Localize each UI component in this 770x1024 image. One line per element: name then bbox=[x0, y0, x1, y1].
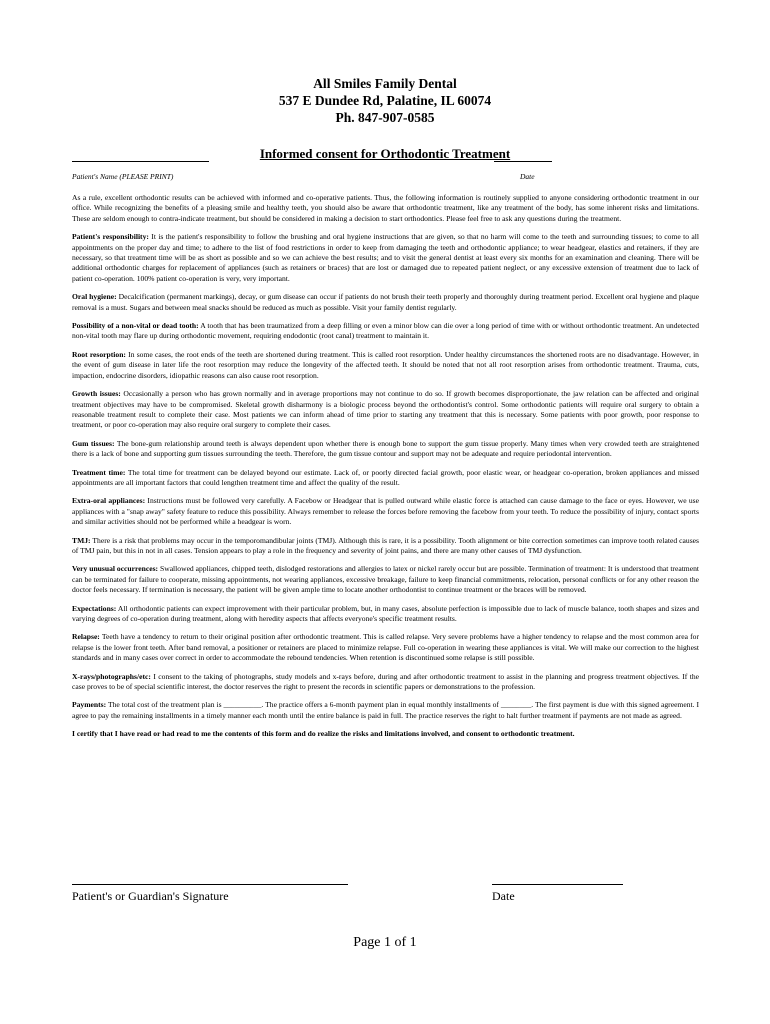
date-label: Date bbox=[520, 172, 535, 181]
section-text: In some cases, the root ends of the teeth are shortened during treatment. This is called root resorption. Under healthy circumstances the shortened roots are no disadvantage. However, in the event of gum disease in later life the root resorption may reduce the longevity of the affected teeth. It should be noted that not all root resorption arises from orthodontic treatment. Trauma, cuts, impaction, endocrine disorders, idiopathic reasons can also cause root resorption. bbox=[72, 349, 699, 380]
section-title: Possibility of a non-vital or dead tooth: bbox=[72, 321, 199, 331]
consent-body bbox=[72, 193, 699, 748]
section-title: Payments: bbox=[72, 700, 107, 710]
section-text: Swallowed appliances, chipped teeth, dislodged restorations and allergies to latex or nickel rarely occur but are possible. Termination of treatment: It is understood that treatment can be terminated for failure to cooperate, missing appointments, not wearing appliances, excessive breakage, failure to keep financial commitments, relocation, personal conflicts or for any other reason the doctor feels necessary. If termination is necessary, the patient will be given ample time to locate another orthodontist to continue treatment or the braces will be removed. bbox=[72, 564, 699, 595]
consent-section bbox=[72, 321, 699, 342]
section-text: Occasionally a person who has grown normally and in average proportions may not continue to do so. If growth becomes disproportionate, the jaw relation can be affected and original treatment objectives may have to be compromised. Skeletal growth disharmony is a biologic process beyond the orthodontist's control. Some orthodontic patients will require oral surgery to obtain a reasonable treatment result to complete their case. Most patients we can inform ahead of time prior to starting any treatment that this is necessary. Some patients with poor growth, poor response to treatment, or poor co-operation may also require oral surgery to complete their cases. bbox=[72, 389, 699, 430]
section-title: Oral hygiene: bbox=[72, 292, 117, 302]
form-title: Informed consent for Orthodontic Treatment bbox=[259, 146, 511, 161]
certify-statement: I certify that I have read or had read to me the contents of this form and do realize the risks and limitations involved, and consent to orthodontic treatment. bbox=[72, 729, 575, 739]
practice-name: All Smiles Family Dental bbox=[313, 76, 457, 91]
patient-name-field[interactable] bbox=[72, 161, 209, 162]
section-title: Very unusual occurrences: bbox=[72, 564, 159, 574]
section-text: There is a risk that problems may occur in the temporomandibular joints (TMJ). Although this is rare, it is a possibility. Tooth alignment or bite correction sometimes can improve tooth related causes of TMJ pain, but this in not in all cases. Tension appears to play a role in the frequency and severity of joint pains, and there are many other causes of TMJ dysfunction. bbox=[72, 535, 699, 555]
practice-phone: Ph. 847-907-0585 bbox=[335, 110, 435, 125]
section-text: All orthodontic patients can expect improvement with their particular problem, but, in many cases, absolute perfection is impossible due to lack of muscle balance, tooth shapes and sizes and varying degrees of co-operation during treatment, along with heredity aspects that affects everyone's specific treatment results. bbox=[72, 603, 699, 623]
signature-label: Patient's or Guardian's Signature bbox=[72, 889, 229, 903]
section-text: I consent to the taking of photographs, study models and x-rays before, during and after orthodontic treatment to assist in the planning and progress treatment objectives. If the case proves to be of special scientific interest, the doctor reserves the right to present the records in scientific papers or demonstrations to the profession. bbox=[72, 671, 699, 692]
consent-sections bbox=[72, 232, 699, 721]
consent-section bbox=[72, 632, 699, 663]
consent-section bbox=[72, 564, 699, 595]
section-text: It is the patient's responsibility to follow the brushing and oral hygiene instructions that are given, so that no harm will come to the teeth and surrounding tissues; to come to all appointments on the proper day and time; to adhere to the list of food restrictions in order to keep from damaging the teeth and orthodontic appliance; to wear headgear, elastics and retainers, if they are necessary, so that treatment time will be as short as possible and so we can achieve the best results; and to visit the general dentist at least every six months for an examination and cleaning. There will be additional orthodontic charges for replacement of appliances (such as retainers or braces) that are lost or damaged due to repeated patient neglect, or any excessive extension of treatment due to lack of patient co-operation. 100% patient co-operation is very, very important. bbox=[72, 232, 699, 283]
signature-date-label: Date bbox=[492, 889, 515, 903]
section-title: Treatment time: bbox=[72, 467, 126, 477]
patient-name-label: Patient's Name (PLEASE PRINT) bbox=[72, 172, 174, 181]
section-text: The total time for treatment can be delayed beyond our estimate. Lack of, or poorly directed facial growth, poor elastic wear, or headgear co-operation, broken appliances and missed appointments are all important factors that could lengthen treatment time and affect the quality of the result. bbox=[72, 467, 700, 487]
section-text: Instructions must be followed very carefully. A Facebow or Headgear that is pulled outward while elastic force is attached can cause damage to the face or eyes. However, we use appliances with a "snap away" safety feature to reduce this possibility. Always remember to release the forces before removing the facebow from your teeth. To reduce the possibility of injury, contact sports and similar activities should not be performed while a headgear is worn. bbox=[72, 496, 699, 527]
section-text: A tooth that has been traumatized from a deep filling or even a minor blow can die over a long period of time with or without orthodontic treatment. An undetected non-vital tooth may flare up during orthodontic movement, requiring endodontic (root canal) treatment to maintain it. bbox=[72, 321, 699, 341]
consent-section bbox=[72, 439, 699, 460]
intro-paragraph: As a rule, excellent orthodontic results can be achieved with informed and co-operative patients. Thus, the following information is routinely supplied to anyone considering orthodontic treatment in our office. While recognizing the benefits of a pleasing smile and healthy teeth, you should also be aware that orthodontic treatment, like any treatment of the body, has some inherent risks and limitations. These are seldom enough to contra-indicate treatment, but should be considered in making a decision to start orthodontics. Please feel free to ask any questions during the treatment. bbox=[72, 193, 699, 223]
section-title: Expectations: bbox=[72, 603, 117, 613]
consent-section bbox=[72, 350, 699, 381]
consent-section bbox=[72, 672, 699, 693]
section-title: X-rays/photographs/etc: bbox=[72, 671, 151, 681]
date-field[interactable] bbox=[494, 161, 552, 162]
section-title: Root resorption: bbox=[72, 349, 126, 359]
signature-date-field[interactable] bbox=[492, 884, 623, 885]
section-text: Teeth have a tendency to return to their original position after orthodontic treatment. This is called relapse. Very severe problems have a higher tendency to relapse and the most common area for relapse is the lower front teeth. After band removal, a positioner or retainers are placed to minimize relapse. Full co-operation in wearing these appliances is vital. We will make our correction to the highest standards and in many cases over correct in order to accommodate the rebound tendencies. When retention is discontinued some relapse is still possible. bbox=[72, 632, 699, 663]
signature-field[interactable] bbox=[72, 884, 348, 885]
consent-section bbox=[72, 468, 699, 489]
section-title: Patient's responsibility: bbox=[72, 232, 149, 242]
consent-section bbox=[72, 604, 699, 625]
section-text: Decalcification (permanent markings), decay, or gum disease can occur if patients do not brush their teeth properly and thoroughly during treatment period. Excellent oral hygiene and plaque removal is a must. Sugars and between meal snacks should be reduced as much as possible. Visit your family dentist regularly. bbox=[72, 292, 699, 312]
section-text: The bone-gum relationship around teeth is always dependent upon whether there is enough bone to support the gum tissue properly. Many times when very crowded teeth are straightened there is a lack of bone and supporting gum tissues surrounding the teeth. Therefore, the gum tissue contour and support may not be adequate and require periodontal intervention. bbox=[72, 438, 699, 459]
section-title: Relapse: bbox=[72, 632, 100, 642]
practice-address: 537 E Dundee Rd, Palatine, IL 60074 bbox=[278, 93, 492, 108]
consent-section bbox=[72, 292, 699, 313]
section-title: Extra-oral appliances: bbox=[72, 496, 146, 506]
page-number: Page 1 of 1 bbox=[353, 935, 417, 950]
section-title: Gum tissues: bbox=[72, 438, 115, 448]
section-title: Growth issues: bbox=[72, 389, 121, 399]
letterhead bbox=[0, 75, 770, 126]
consent-section bbox=[72, 700, 699, 721]
section-title: TMJ: bbox=[72, 535, 91, 545]
consent-section bbox=[72, 389, 699, 431]
consent-section bbox=[72, 496, 699, 527]
section-text: The total cost of the treatment plan is __________. The practice offers a 6-month payment plan in equal monthly installments of ________. The first payment is due with this signed agreement. I agree to pay the remaining installments in a timely manner each month until the entire balance is paid in full. The practice reserves the right to halt further treatment if payments are not made as agreed. bbox=[72, 700, 699, 720]
consent-section bbox=[72, 232, 699, 284]
consent-section bbox=[72, 536, 699, 557]
